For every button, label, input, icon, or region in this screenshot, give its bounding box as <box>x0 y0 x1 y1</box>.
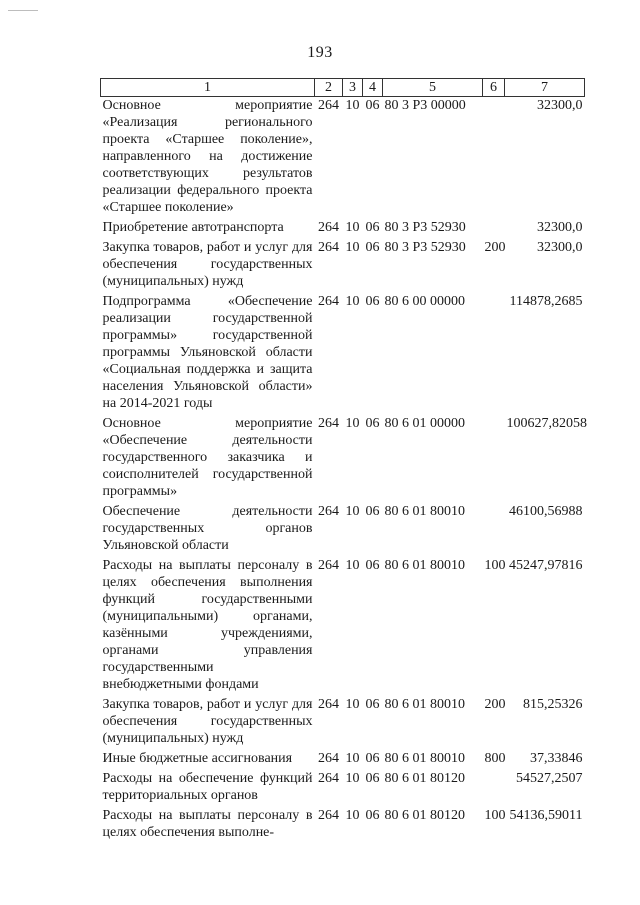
scan-edge-mark <box>8 10 38 11</box>
row-section-code: 10 <box>345 808 360 823</box>
row-section-code: 10 <box>345 240 360 255</box>
page-number: 193 <box>307 44 333 61</box>
table-header-row <box>101 79 585 97</box>
row-ministry-code: 264 <box>318 808 339 823</box>
row-section-code: 10 <box>345 558 360 573</box>
col-header-target-item: 5 <box>383 79 483 97</box>
row-section-code: 10 <box>345 98 360 113</box>
row-subsection-code: 06 <box>365 771 380 786</box>
col-header-expense-type: 6 <box>483 79 505 97</box>
row-section-code: 10 <box>345 504 360 519</box>
row-ministry-code: 264 <box>318 504 339 519</box>
row-subsection-code: 06 <box>365 220 380 235</box>
row-amount: 37,33846 <box>530 751 583 766</box>
row-expense-type-code <box>483 97 505 220</box>
row-ministry-code: 264 <box>318 558 339 573</box>
row-expense-type-code <box>483 503 505 557</box>
row-target-item-code: 80 6 01 00000 <box>384 416 465 431</box>
row-subsection-code: 06 <box>365 751 380 766</box>
row-name: Расходы на выплаты персоналу в целях обеспечения выполнения функций государственными (муниципальными) органами, казёнными учреждениями, органами управления государственными внебюджетными фондами <box>102 558 313 692</box>
table-row <box>101 97 585 220</box>
row-section-code: 10 <box>345 697 360 712</box>
row-expense-type-code <box>483 770 505 807</box>
table-row <box>101 239 585 293</box>
row-expense-type-code <box>483 219 505 239</box>
row-expense-type-code: 100 <box>484 558 506 573</box>
row-ministry-code: 264 <box>318 98 339 113</box>
table-row <box>101 503 585 557</box>
table-row <box>101 770 585 807</box>
row-target-item-code: 80 3 Р3 52930 <box>384 220 466 235</box>
row-target-item-code: 80 3 Р3 00000 <box>384 98 466 113</box>
row-subsection-code: 06 <box>365 416 380 431</box>
row-amount: 32300,0 <box>537 240 583 255</box>
row-target-item-code: 80 6 01 80010 <box>384 751 465 766</box>
col-header-subsection: 4 <box>363 79 383 97</box>
table-row <box>101 293 585 415</box>
table-row <box>101 415 585 503</box>
table-row <box>101 807 585 844</box>
row-ministry-code: 264 <box>318 697 339 712</box>
row-target-item-code: 80 6 01 80010 <box>384 504 465 519</box>
row-ministry-code: 264 <box>318 751 339 766</box>
row-amount: 54136,59011 <box>509 808 583 823</box>
row-name: Основное мероприятие «Обеспечение деятельности государственного заказчика и соисполнителей государственной программы» <box>102 416 313 499</box>
row-amount: 32300,0 <box>537 98 583 113</box>
row-section-code: 10 <box>345 751 360 766</box>
table-body <box>101 97 585 845</box>
row-expense-type-code: 100 <box>484 808 506 823</box>
col-header-amount: 7 <box>505 79 585 97</box>
row-ministry-code: 264 <box>318 416 339 431</box>
row-name: Приобретение автотранспорта <box>102 220 284 235</box>
col-header-ministry: 2 <box>315 79 343 97</box>
row-name: Расходы на выплаты персоналу в целях обеспечения выполне- <box>102 808 313 840</box>
row-expense-type-code: 800 <box>484 751 506 766</box>
row-ministry-code: 264 <box>318 240 339 255</box>
row-expense-type-code: 200 <box>484 240 506 255</box>
row-subsection-code: 06 <box>365 697 380 712</box>
row-target-item-code: 80 6 01 80120 <box>384 808 465 823</box>
row-amount: 32300,0 <box>537 220 583 235</box>
row-subsection-code: 06 <box>365 808 380 823</box>
row-target-item-code: 80 6 01 80120 <box>384 771 465 786</box>
col-header-section: 3 <box>343 79 363 97</box>
table-row <box>101 557 585 696</box>
table-row <box>101 750 585 770</box>
row-subsection-code: 06 <box>365 558 380 573</box>
row-name: Расходы на обеспечение функций территориальных органов <box>102 771 313 803</box>
row-amount: 46100,56988 <box>509 504 583 519</box>
row-section-code: 10 <box>345 294 360 309</box>
row-amount: 815,25326 <box>523 697 583 712</box>
row-section-code: 10 <box>345 416 360 431</box>
row-target-item-code: 80 6 01 80010 <box>384 558 465 573</box>
row-name: Основное мероприятие «Реализация регионального проекта «Старшее поколение», направленного на достижение соответствующих результатов реализации федерального проекта «Старшее поколение» <box>102 98 313 215</box>
row-expense-type-code <box>483 415 505 503</box>
budget-table-container <box>100 78 585 844</box>
row-ministry-code: 264 <box>318 294 339 309</box>
budget-table <box>100 78 585 844</box>
row-subsection-code: 06 <box>365 294 380 309</box>
row-target-item-code: 80 3 Р3 52930 <box>384 240 466 255</box>
row-amount: 54527,2507 <box>516 771 583 786</box>
row-ministry-code: 264 <box>318 771 339 786</box>
row-ministry-code: 264 <box>318 220 339 235</box>
row-name: Иные бюджетные ассигнования <box>102 751 293 766</box>
col-header-name: 1 <box>101 79 315 97</box>
row-name: Закупка товаров, работ и услуг для обеспечения государственных (муниципальных) нужд <box>102 240 313 289</box>
row-amount: 45247,97816 <box>509 558 583 573</box>
table-row <box>101 219 585 239</box>
row-subsection-code: 06 <box>365 240 380 255</box>
row-amount: 100627,82058 <box>506 416 587 431</box>
row-target-item-code: 80 6 01 80010 <box>384 697 465 712</box>
row-expense-type-code: 200 <box>484 697 506 712</box>
row-name: Закупка товаров, работ и услуг для обеспечения государственных (муниципальных) нужд <box>102 697 313 746</box>
row-amount: 114878,2685 <box>509 294 583 309</box>
row-section-code: 10 <box>345 220 360 235</box>
row-target-item-code: 80 6 00 00000 <box>384 294 465 309</box>
row-name: Подпрограмма «Обеспечение реализации государственной программы» государственной программы Ульяновской области «Социальная поддержка и защита населения Ульяновской области» на 2014-2021 годы <box>102 294 313 411</box>
row-subsection-code: 06 <box>365 504 380 519</box>
row-subsection-code: 06 <box>365 98 380 113</box>
row-section-code: 10 <box>345 771 360 786</box>
row-expense-type-code <box>483 293 505 415</box>
row-name: Обеспечение деятельности государственных органов Ульяновской области <box>102 504 313 553</box>
table-row <box>101 696 585 750</box>
